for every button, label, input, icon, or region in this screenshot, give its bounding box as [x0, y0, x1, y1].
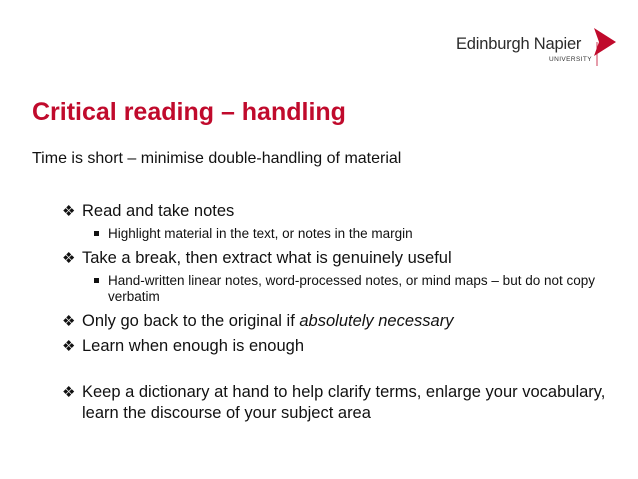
square-bullet-icon	[94, 231, 99, 236]
bullet-text: Learn when enough is enough	[82, 336, 305, 355]
bullet-text-prefix: Only go back to the original if	[82, 311, 300, 330]
four-diamond-bullet-icon: ❖	[62, 383, 76, 401]
bullet-item	[62, 382, 622, 424]
square-bullet-icon	[94, 278, 99, 283]
bullet-item	[62, 201, 622, 222]
bullet-item	[62, 311, 622, 332]
logo-name: Edinburgh Napier	[456, 35, 582, 53]
four-diamond-bullet-icon: ❖	[62, 337, 76, 355]
bullet-text: Keep a dictionary at hand to help clarify terms, enlarge your vocabulary, learn the discourse of your subject area	[82, 382, 606, 422]
logo-chevron-icon	[594, 28, 616, 66]
four-diamond-bullet-icon: ❖	[62, 312, 76, 330]
sub-bullet-text: Hand-written linear notes, word-processed notes, or mind maps – but do not copy verbatim	[108, 272, 596, 304]
slide-title: Critical reading – handling	[32, 98, 346, 126]
bullet-item	[62, 248, 622, 269]
logo-subtitle: UNIVERSITY	[549, 56, 593, 63]
sub-bullet-item	[62, 273, 608, 306]
bullet-text-emphasis: absolutely necessary	[299, 311, 454, 330]
four-diamond-bullet-icon: ❖	[62, 249, 76, 267]
university-logo	[456, 28, 616, 72]
bullet-list	[62, 201, 622, 428]
four-diamond-bullet-icon: ❖	[62, 203, 76, 220]
bullet-text: Take a break, then extract what is genuinely useful	[82, 248, 452, 267]
spacer	[62, 361, 622, 382]
slide-subtitle: Time is short – minimise double-handling of material	[32, 150, 402, 167]
bullet-item	[62, 336, 622, 357]
sub-bullet-item	[62, 226, 608, 243]
bullet-text: Read and take notes	[82, 202, 235, 220]
sub-bullet-text: Highlight material in the text, or notes in the margin	[108, 226, 413, 241]
